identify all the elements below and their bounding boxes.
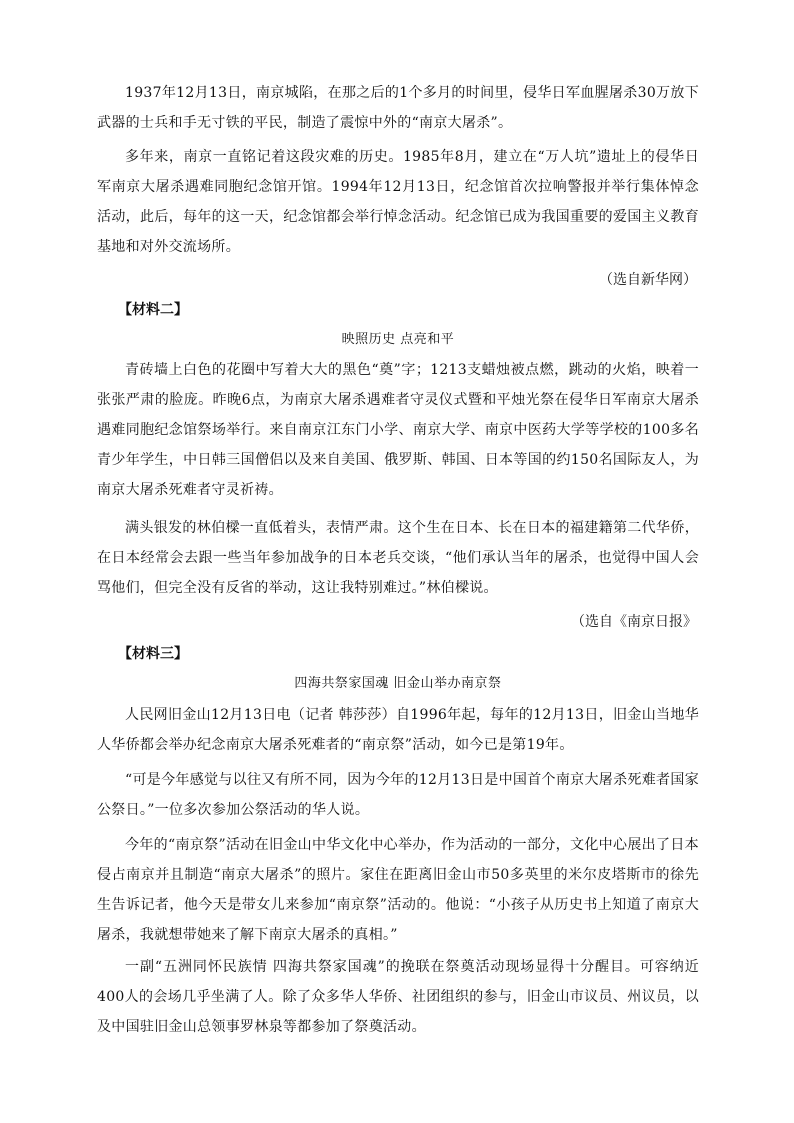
material3-label: 【材料三】	[118, 646, 188, 662]
material3-title: 四海共祭家国魂 旧金山举办南京祭	[294, 676, 502, 691]
material3-paragraph-3: 今年的“南京祭”活动在旧金山中华文化中心举办，作为活动的一部分，文化中心展出了日本侵占南京并且制造“南京大屠杀”的照片。家住在距离旧金山市50多英里的米尔皮塔斯市的徐先生告诉记者，他今天是带女儿来参加“南京祭”活动的。他说：“小孩子从历史书上知道了南京大屠杀，我就想带她来了解下南京大屠杀的真相。”	[97, 837, 699, 943]
material3-paragraph-1: 人民网旧金山12月13日电（记者 韩莎莎）自1996年起，每年的12月13日，旧金山当地华人华侨都会举办纪念南京大屠杀死难者的“南京祭”活动，如今已是第19年。	[97, 707, 699, 753]
material2-source: （选自《南京日报》	[571, 614, 697, 630]
material3-paragraph-4: 一副“五洲同怀民族情 四海共祭家国魂”的挽联在祭奠活动现场显得十分醒目。可容纳近400人的会场几乎坐满了人。除了众多华人华侨、社团组织的参与，旧金山市议员、州议员，以及中国驻旧金山总领事罗林泉等都参加了祭奠活动。	[97, 959, 699, 1035]
material1-paragraph-1: 1937年12月13日，南京城陷，在那之后的1个多月的时间里，侵华日军血腥屠杀30万放下武器的士兵和手无寸铁的平民，制造了震惊中外的“南京大屠杀”。	[97, 85, 699, 131]
material2-paragraph-2: 满头银发的林伯樑一直低着头，表情严肃。这个生在日本、长在日本的福建籍第二代华侨，在日本经常会去跟一些当年参加战争的日本老兵交谈，“他们承认当年的屠杀，也觉得中国人会骂他们，但完全没有反省的举动，这让我特别难过。”林伯樑说。	[97, 520, 699, 596]
material2-title: 映照历史 点亮和平	[341, 332, 455, 347]
material1-source: （选自新华网）	[599, 272, 697, 288]
material2-label: 【材料二】	[118, 302, 188, 318]
material1-paragraph-2: 多年来，南京一直铭记着这段灾难的历史。1985年8月，建立在“万人坑”遗址上的侵华日军南京大屠杀遇难同胞纪念馆开馆。1994年12月13日，纪念馆首次拉响警报并举行集体悼念活动，此后，每年的这一天，纪念馆都会举行悼念活动。纪念馆已成为我国重要的爱国主义教育基地和对外交流场所。	[97, 149, 699, 255]
material3-paragraph-2: “可是今年感觉与以往又有所不同，因为今年的12月13日是中国首个南京大屠杀死难者国家公祭日。”一位多次参加公祭活动的华人说。	[97, 772, 699, 818]
material2-paragraph-1: 青砖墙上白色的花圈中写着大大的黑色“奠”字；1213支蜡烛被点燃，跳动的火焰，映着一张张严肃的脸庞。昨晚6点，为南京大屠杀遇难者守灵仪式暨和平烛光祭在侵华日军南京大屠杀遇难同胞纪念馆祭场举行。来自南京江东门小学、南京大学、南京中医药大学等学校的100多名青少年学生，中日韩三国僧侣以及来自美国、俄罗斯、韩国、日本等国的约150名国际友人，为南京大屠杀死难者守灵祈祷。	[97, 362, 699, 498]
